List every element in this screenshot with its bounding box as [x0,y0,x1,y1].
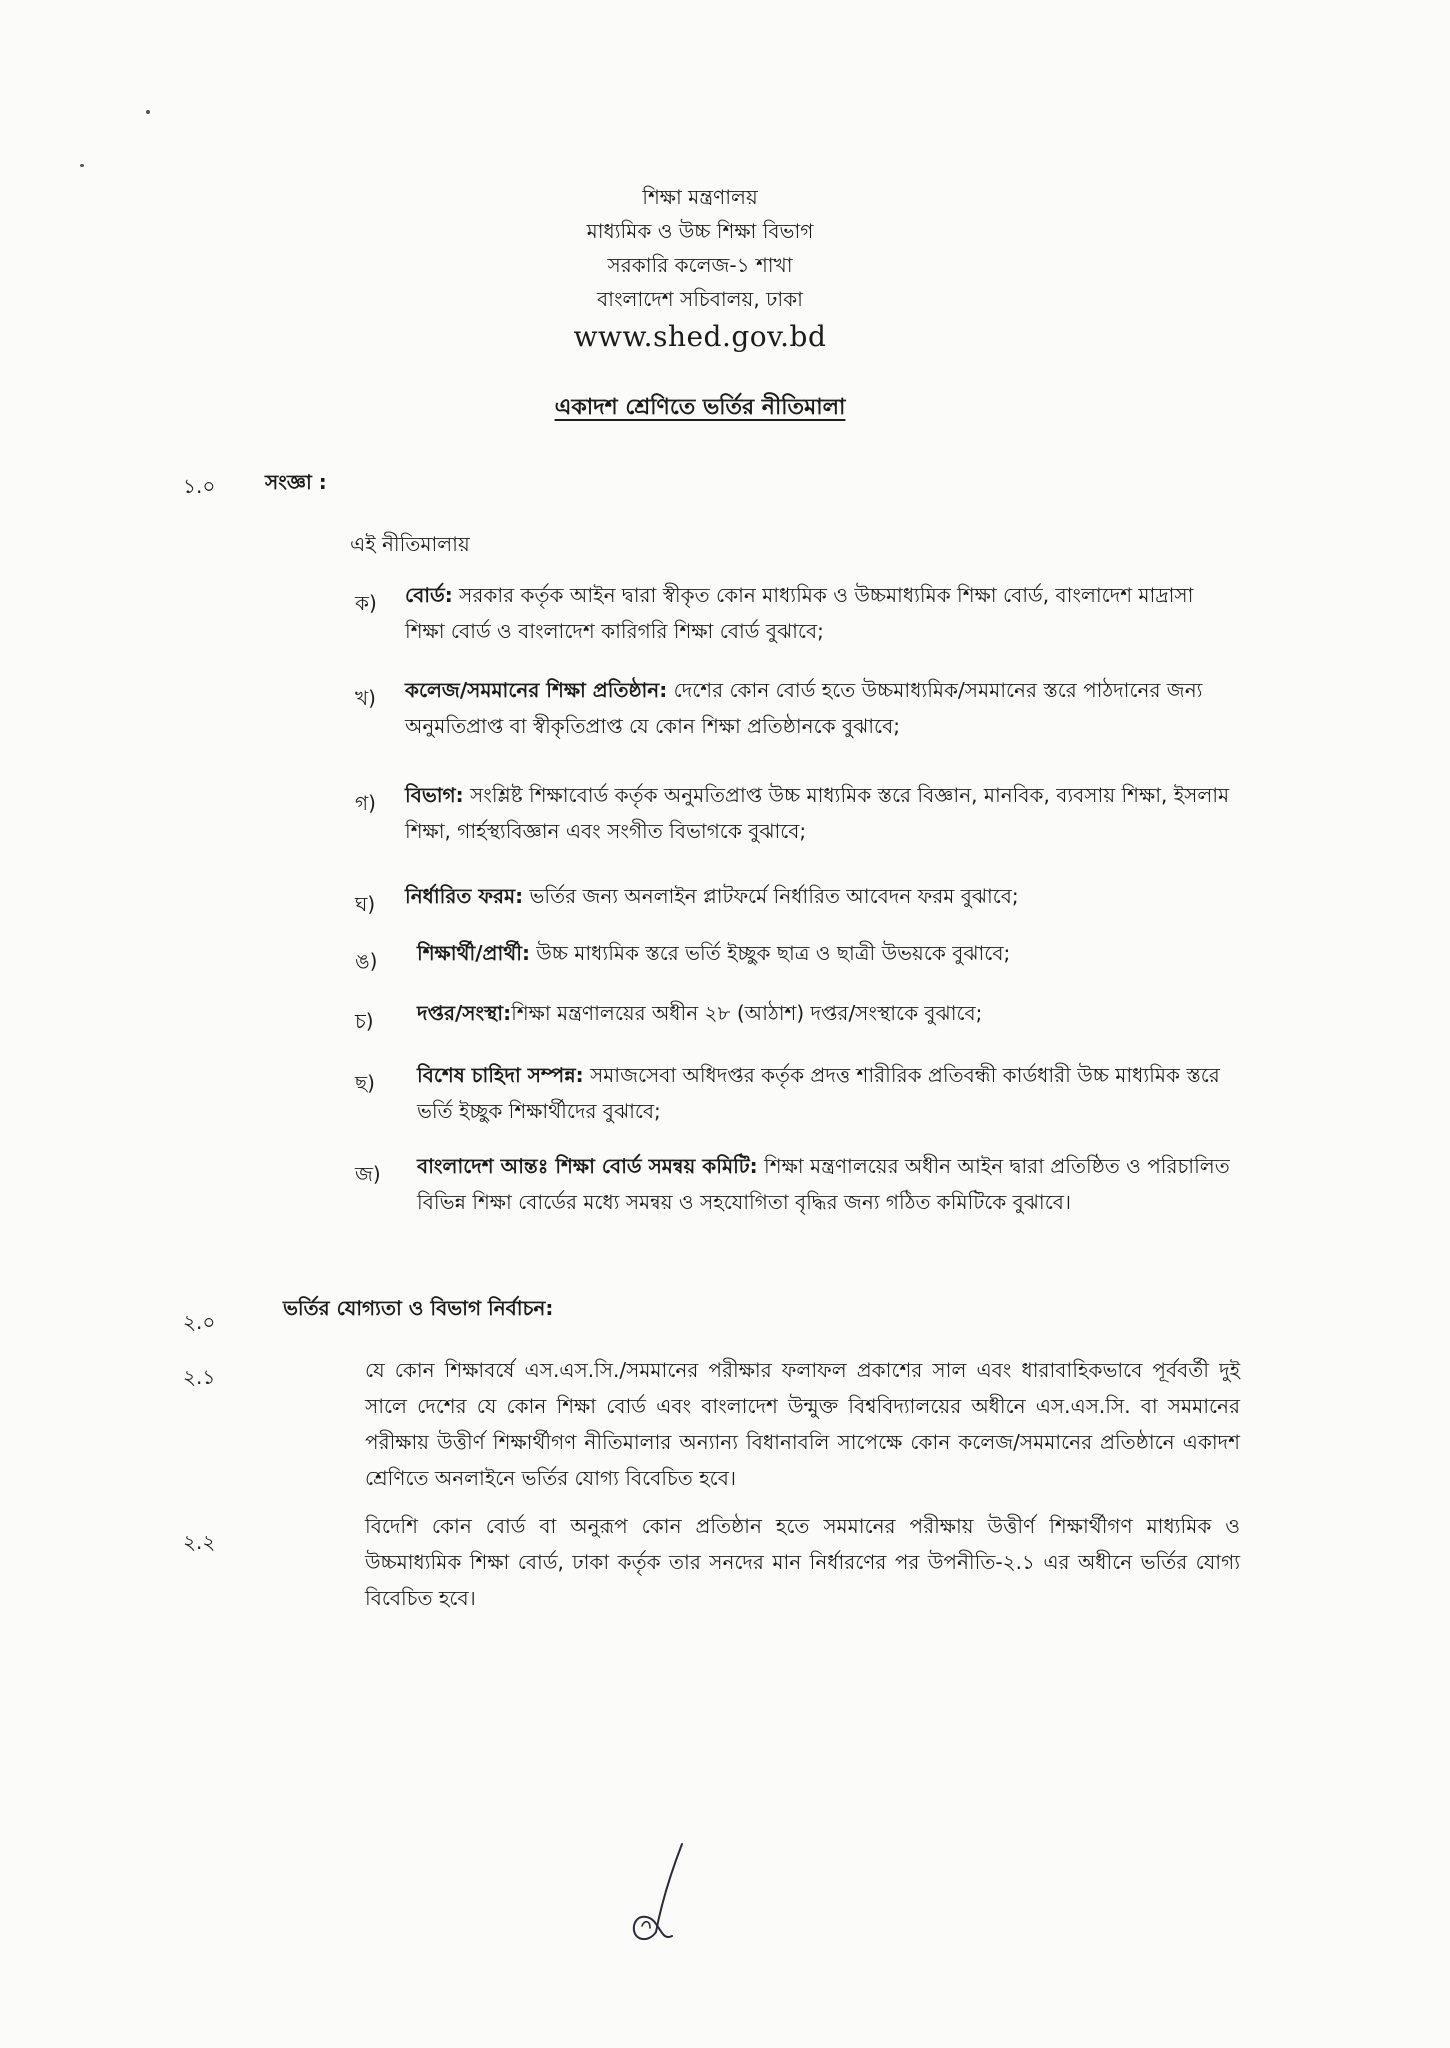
section-2-heading: ভর্তির যোগ্যতা ও বিভাগ নির্বাচন: [283,1296,554,1320]
definition-text: সরকার কর্তৃক আইন দ্বারা স্বীকৃত কোন মাধ্যমিক ও উচ্চমাধ্যমিক শিক্ষা বোর্ড, বাংলাদেশ মাদ্রাসা শিক্ষা বোর্ড ও বাংলাদেশ কারিগরি শিক্ষা বোর্ড বুঝাবে; [405,583,1194,643]
definition-body [417,1057,1237,1129]
definition-marker: ঘ) [355,892,376,916]
branch-name: সরকারি কলেজ-১ শাখা [607,253,793,277]
definition-body [417,935,1247,971]
definition-text: উচ্চ মাধ্যমিক স্তরে ভর্তি ইচ্ছুক ছাত্র ও ছাত্রী উভয়কে বুঝাবে; [529,941,1011,965]
definition-term: শিক্ষার্থী/প্রার্থী: [417,941,530,965]
website-url: www.shed.gov.bd [573,320,827,353]
definition-term: কলেজ/সমমানের শিক্ষা প্রতিষ্ঠান: [405,678,668,702]
definition-marker: ক) [355,591,377,615]
definition-marker: ছ) [355,1071,375,1095]
division-name: মাধ্যমিক ও উচ্চ শিক্ষা বিভাগ [586,219,814,243]
definition-term: দপ্তর/সংস্থা: [417,1001,512,1025]
section-1-heading: সংজ্ঞা : [265,470,327,494]
ministry-name: শিক্ষা মন্ত্রণালয় [642,185,758,209]
definition-text: ভর্তির জন্য অনলাইন প্লাটফর্মে নির্ধারিত আবেদন ফরম বুঝাবে; [523,884,1019,908]
definition-text: দেশের কোন বোর্ড হতে উচ্চমাধ্যমিক/সমমানের স্তরে পাঠদানের জন্য অনুমতিপ্রাপ্ত বা স্বীকৃতিপ্রাপ্ত যে কোন শিক্ষা প্রতিষ্ঠানকে বুঝাবে; [405,678,1203,738]
scan-speck [146,110,150,114]
definition-body [417,1148,1237,1220]
definition-term: বিশেষ চাহিদা সম্পন্ন: [417,1063,584,1087]
letterhead [0,180,1400,358]
definition-body [417,995,1247,1031]
definition-marker: চ) [355,1009,374,1033]
definition-body [405,777,1235,849]
definition-marker: ঙ) [355,949,378,973]
definition-text: শিক্ষা মন্ত্রণালয়ের অধীন আইন দ্বারা প্রতিষ্ঠিত ও পরিচালিত বিভিন্ন শিক্ষা বোর্ডের মধ্যে সমন্বয় ও সহযোগিতা বৃদ্ধির জন্য গঠিত কমিটিকে বুঝাবে। [417,1154,1230,1214]
scan-speck [80,164,84,167]
definition-text: সংশ্লিষ্ট শিক্ষাবোর্ড কর্তৃক অনুমতিপ্রাপ্ত উচ্চ মাধ্যমিক স্তরে বিজ্ঞান, মানবিক, ব্যবসায় শিক্ষা, ইসলাম শিক্ষা, গার্হস্থ্যবিজ্ঞান এবং সংগীত বিভাগকে বুঝাবে; [405,783,1230,843]
office-address: বাংলাদেশ সচিবালয়, ঢাকা [597,287,803,311]
definition-body [405,577,1235,649]
signature-mark [620,1840,700,1950]
definition-term: নির্ধারিত ফরম: [405,884,524,908]
definition-body [405,878,1235,914]
definition-term: বোর্ড: [405,583,453,607]
definition-body [405,672,1235,744]
definition-text: সমাজসেবা অধিদপ্তর কর্তৃক প্রদত্ত শারীরিক প্রতিবন্ধী কার্ডধারী উচ্চ মাধ্যমিক স্তরে ভর্তি ইচ্ছুক শিক্ষার্থীদের বুঝাবে; [417,1063,1220,1123]
definition-marker: খ) [355,686,376,710]
definition-text: শিক্ষা মন্ত্রণালয়ের অধীন ২৮ (আঠাশ) দপ্তর/সংস্থাকে বুঝাবে; [511,1001,983,1025]
definition-marker: গ) [355,791,376,815]
clause-number: ২.১ [183,1365,216,1389]
definition-marker: জ) [355,1162,381,1186]
definition-term: বিভাগ: [405,783,464,807]
document-title: একাদশ শ্রেণিতে ভর্তির নীতিমালা [554,395,846,420]
clause-text: বিদেশি কোন বোর্ড বা অনুরূপ কোন প্রতিষ্ঠান হতে সমমানের পরীক্ষায় উত্তীর্ণ শিক্ষার্থীগণ মাধ্যমিক ও উচ্চমাধ্যমিক শিক্ষা বোর্ড, ঢাকা কর্তৃক তার সনদের মান নির্ধারণের পর উপনীতি-২.১ এর অধীনে ভর্তির যোগ্য বিবেচিত হবে। [365,1514,1240,1610]
section-1-intro: এই নীতিমালায় [350,532,470,556]
section-2-number: ২.০ [183,1310,216,1334]
definition-term: বাংলাদেশ আন্তঃ শিক্ষা বোর্ড সমন্বয় কমিটি: [417,1154,758,1178]
section-1-number: ১.০ [183,474,216,498]
clause-text: যে কোন শিক্ষাবর্ষে এস.এস.সি./সমমানের পরীক্ষার ফলাফল প্রকাশের সাল এবং ধারাবাহিকভাবে পূর্ববর্তী দুই সালে দেশের যে কোন শিক্ষা বোর্ড এবং বাংলাদেশ উন্মুক্ত বিশ্ববিদ্যালয়ের অধীনে এস.এস.সি. বা সমমানের পরীক্ষায় উত্তীর্ণ শিক্ষার্থীগণ নীতিমালার অন্যান্য বিধানাবলি সাপেক্ষে কোন কলেজ/সমমানের প্রতিষ্ঠানে একাদশ শ্রেণিতে অনলাইনে ভর্তির যোগ্য বিবেচিত হবে। [365,1358,1240,1490]
clause-number: ২.২ [183,1530,216,1554]
